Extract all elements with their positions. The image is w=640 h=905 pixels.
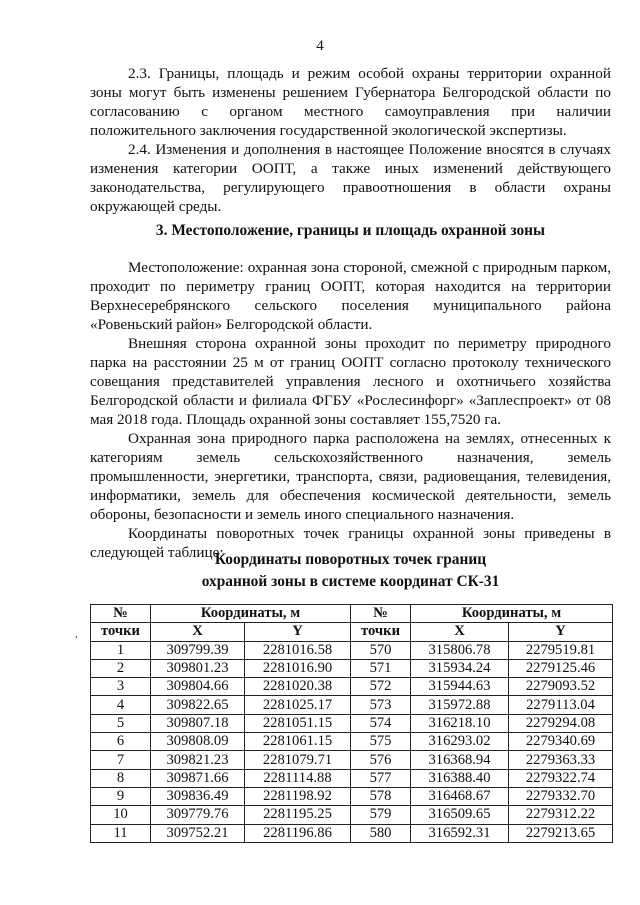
cell-x: 316218.10 xyxy=(411,714,509,732)
cell-y: 2279113.04 xyxy=(509,696,613,714)
cell-y: 2279093.52 xyxy=(509,678,613,696)
cell-x: 309836.49 xyxy=(151,787,245,805)
cell-y: 2281051.15 xyxy=(245,714,351,732)
paragraph-2-4: 2.4. Изменения и дополнения в настоящее Положение вносятся в случаях изменения категории ООПТ, а также иных изменений действующего законодательства, регулирующего правоотношения в области охраны окружающей среды. xyxy=(90,141,611,215)
header-num-left: № xyxy=(91,605,151,623)
cell-num: 577 xyxy=(351,769,411,787)
cell-x: 315972.88 xyxy=(411,696,509,714)
cell-x: 316468.67 xyxy=(411,787,509,805)
paragraph-land-categories: Охранная зона природного парка расположена на землях, отнесенных к категориям земель сельскохозяйственного назначения, земель промышленности, энергетики, транспорта, связи, радиовещания, телевидения, информатики, земель для обеспечения космической деятельности, земель обороны, безопасности и земель иного специального назначения. xyxy=(90,430,611,523)
cell-num: 11 xyxy=(91,824,151,842)
cell-y: 2279519.81 xyxy=(509,641,613,659)
cell-num: 8 xyxy=(91,769,151,787)
page-number: 4 xyxy=(316,38,324,54)
margin-mark: , xyxy=(75,628,78,640)
header-coords-left: Координаты, м xyxy=(151,605,351,623)
header-num-right: № xyxy=(351,605,411,623)
table-title-line1: Координаты поворотных точек границ xyxy=(214,551,487,568)
section-2-text xyxy=(90,64,611,216)
table-row xyxy=(91,733,613,751)
cell-num: 1 xyxy=(91,641,151,659)
cell-x: 309752.21 xyxy=(151,824,245,842)
cell-y: 2279312.22 xyxy=(509,806,613,824)
cell-x: 309807.18 xyxy=(151,714,245,732)
cell-y: 2281196.86 xyxy=(245,824,351,842)
cell-y: 2279125.46 xyxy=(509,659,613,677)
cell-x: 309822.65 xyxy=(151,696,245,714)
cell-y: 2281016.90 xyxy=(245,659,351,677)
cell-x: 316388.40 xyxy=(411,769,509,787)
table-row xyxy=(91,769,613,787)
cell-num: 9 xyxy=(91,787,151,805)
header-point-right: точки xyxy=(351,623,411,641)
cell-y: 2279340.69 xyxy=(509,733,613,751)
cell-num: 5 xyxy=(91,714,151,732)
paragraph-table-intro: Координаты поворотных точек границы охранной зоны приведены в следующей таблице: xyxy=(90,525,611,561)
cell-y: 2281020.38 xyxy=(245,678,351,696)
cell-y: 2279332.70 xyxy=(509,787,613,805)
cell-x: 309821.23 xyxy=(151,751,245,769)
cell-x: 315806.78 xyxy=(411,641,509,659)
cell-y: 2281079.71 xyxy=(245,751,351,769)
cell-x: 309871.66 xyxy=(151,769,245,787)
cell-y: 2281114.88 xyxy=(245,769,351,787)
cell-num: 2 xyxy=(91,659,151,677)
table-row xyxy=(91,678,613,696)
cell-x: 316368.94 xyxy=(411,751,509,769)
cell-num: 7 xyxy=(91,751,151,769)
cell-num: 570 xyxy=(351,641,411,659)
table-title xyxy=(90,549,611,593)
cell-x: 315944.63 xyxy=(411,678,509,696)
cell-num: 578 xyxy=(351,787,411,805)
cell-num: 573 xyxy=(351,696,411,714)
cell-num: 572 xyxy=(351,678,411,696)
table-row xyxy=(91,696,613,714)
cell-num: 3 xyxy=(91,678,151,696)
table-row xyxy=(91,751,613,769)
table-row xyxy=(91,641,613,659)
header-x-left: X xyxy=(151,623,245,641)
cell-x: 309799.39 xyxy=(151,641,245,659)
cell-num: 10 xyxy=(91,806,151,824)
cell-x: 316293.02 xyxy=(411,733,509,751)
header-y-left: Y xyxy=(245,623,351,641)
coordinates-table xyxy=(90,604,613,843)
table-row xyxy=(91,806,613,824)
cell-y: 2279294.08 xyxy=(509,714,613,732)
cell-y: 2281061.15 xyxy=(245,733,351,751)
cell-y: 2281025.17 xyxy=(245,696,351,714)
cell-x: 309804.66 xyxy=(151,678,245,696)
header-coords-right: Координаты, м xyxy=(411,605,613,623)
header-y-right: Y xyxy=(509,623,613,641)
table-row xyxy=(91,714,613,732)
cell-num: 579 xyxy=(351,806,411,824)
cell-y: 2281016.58 xyxy=(245,641,351,659)
cell-x: 309808.09 xyxy=(151,733,245,751)
cell-num: 580 xyxy=(351,824,411,842)
table-header-row-1 xyxy=(91,605,613,623)
cell-y: 2279213.65 xyxy=(509,824,613,842)
cell-y: 2281198.92 xyxy=(245,787,351,805)
paragraph-location: Местоположение: охранная зона стороной, смежной с природным парком, проходит по периметру границ ООПТ, которая находится на территории Верхнесеребрянского сельского поселения муниципального района «Ровеньский район» Белгородской области. xyxy=(90,259,611,333)
cell-y: 2279363.33 xyxy=(509,751,613,769)
table-title-line2: охранной зоны в системе координат СК-31 xyxy=(201,573,500,590)
header-point-left: точки xyxy=(91,623,151,641)
cell-y: 2281195.25 xyxy=(245,806,351,824)
table-row xyxy=(91,787,613,805)
section-3-heading: 3. Местоположение, границы и площадь охранной зоны xyxy=(155,222,546,239)
cell-x: 316592.31 xyxy=(411,824,509,842)
cell-x: 309779.76 xyxy=(151,806,245,824)
cell-x: 316509.65 xyxy=(411,806,509,824)
paragraph-2-3: 2.3. Границы, площадь и режим особой охраны территории охранной зоны могут быть изменены решением Губернатора Белгородской области по согласованию с органом местного самоуправления при наличии положительного заключения государственной экологической экспертизы. xyxy=(90,65,611,139)
paragraph-outer-boundary: Внешняя сторона охранной зоны проходит по периметру природного парка на расстоянии 25 м от границ ООПТ согласно протоколу технического совещания представителей управления лесного и охотничьего хозяйства Белгородской области и филиала ФГБУ «Рослесинфорг» «Заплеспроект» от 08 мая 2018 года. Площадь охранной зоны составляет 155,7520 га. xyxy=(90,335,611,428)
cell-num: 575 xyxy=(351,733,411,751)
cell-num: 576 xyxy=(351,751,411,769)
cell-num: 4 xyxy=(91,696,151,714)
section-3-text xyxy=(90,258,611,562)
cell-num: 571 xyxy=(351,659,411,677)
header-x-right: X xyxy=(411,623,509,641)
table-header-row-2 xyxy=(91,623,613,641)
cell-num: 6 xyxy=(91,733,151,751)
cell-x: 315934.24 xyxy=(411,659,509,677)
table-row xyxy=(91,659,613,677)
table-row xyxy=(91,824,613,842)
cell-num: 574 xyxy=(351,714,411,732)
cell-y: 2279322.74 xyxy=(509,769,613,787)
cell-x: 309801.23 xyxy=(151,659,245,677)
